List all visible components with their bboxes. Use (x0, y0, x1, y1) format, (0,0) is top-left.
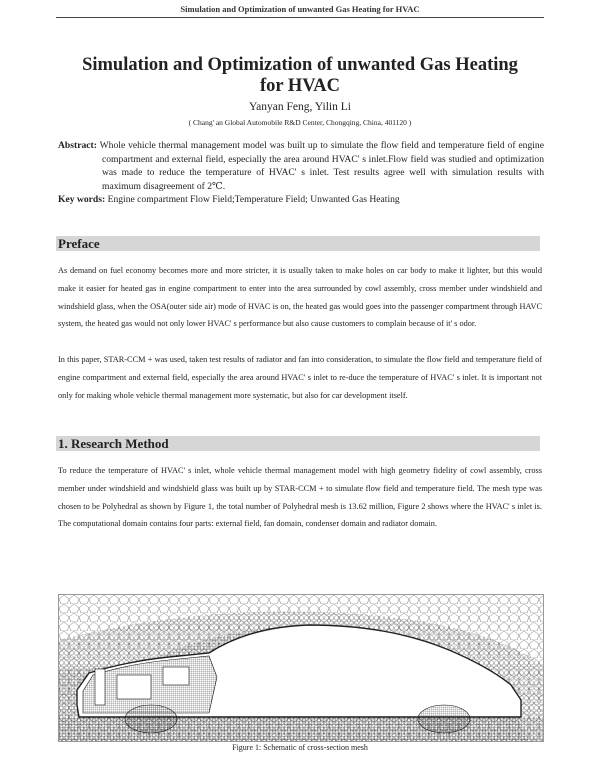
running-header: Simulation and Optimization of unwanted Gas Heating for HVAC (180, 4, 420, 14)
paper-title (40, 55, 560, 97)
affiliation: ( Chang' an Global Automobile R&D Center, Chongqing, China, 401120 ) (188, 118, 412, 127)
header-divider (56, 17, 544, 18)
engine-block (117, 675, 151, 699)
keywords (58, 193, 544, 206)
research-method-paragraph: To reduce the temperature of HVAC' s inlet, whole vehicle thermal management model with high geometry fidelity of cowl assembly, cross member under windshield and windshield glass was built up by STAR-CCM + to simulate flow field and temperature field. The mesh type was chosen to be Polyhedral as shown by Figure 1, the total number of Polyhedral mesh is 13.62 million, Figure 2 shows where the HVAC' s inlet is. The computational domain contains four parts: external field, fan domain, condenser domain and radiator domain. (58, 466, 542, 529)
preface-paragraph-1: As demand on fuel economy becomes more and more stricter, it is usually taken to make holes on car body to make it lighter, but this would make it easier for heated gas in engine compartment to enter into the area surrounded by cowl assembly, cross member under windshield and windshield glass, when the OSA(outer side air) mode of HVAC is on, the heated gas would goes into the passenger compartment through HAVC system, the heated gas would not only lower HVAC' s performance but also cause customers to complain because of it' s odor. (58, 266, 542, 329)
title-line-2: for HVAC (260, 76, 340, 96)
section-heading-research-method: 1. Research Method (56, 436, 540, 451)
mesh-illustration (59, 595, 543, 741)
title-line-1: Simulation and Optimization of unwanted Gas Heating (82, 55, 518, 75)
authors: Yanyan Feng, Yilin Li (249, 101, 351, 113)
preface-paragraph-2: In this paper, STAR-CCM + was used, taken test results of radiator and fan into consideration, to simulate the flow field and temperature field of engine compartment and external field, especially the area around HVAC' s inlet to re-duce the temperature of HVAC' s inlet. It is important not only for making whole vehicle thermal management more systematic, but also for car development itself. (58, 355, 542, 400)
keywords-text: Engine compartment Flow Field;Temperature Field; Unwanted Gas Heating (107, 194, 400, 205)
figure-1-caption: Figure 1: Schematic of cross-section mesh (232, 743, 368, 752)
abstract-text: Whole vehicle thermal management model was built up to simulate the flow field and temperature field of engine compartment and external field, especially the area around HVAC' s inlet.Flow field was studied and optimization was made to reduce the temperature of HVAC' s inlet. Test results agree well with simulation results with maximum disagreement of 2℃. (99, 140, 544, 192)
section-heading-preface: Preface (56, 236, 540, 251)
radiator-block (95, 669, 105, 705)
figure-cross-section-mesh (58, 594, 544, 742)
hvac-block (163, 667, 189, 685)
ground-refinement-mesh (59, 717, 543, 741)
keywords-label: Key words: (58, 194, 106, 205)
abstract-label: Abstract: (58, 140, 97, 151)
abstract (58, 139, 544, 193)
